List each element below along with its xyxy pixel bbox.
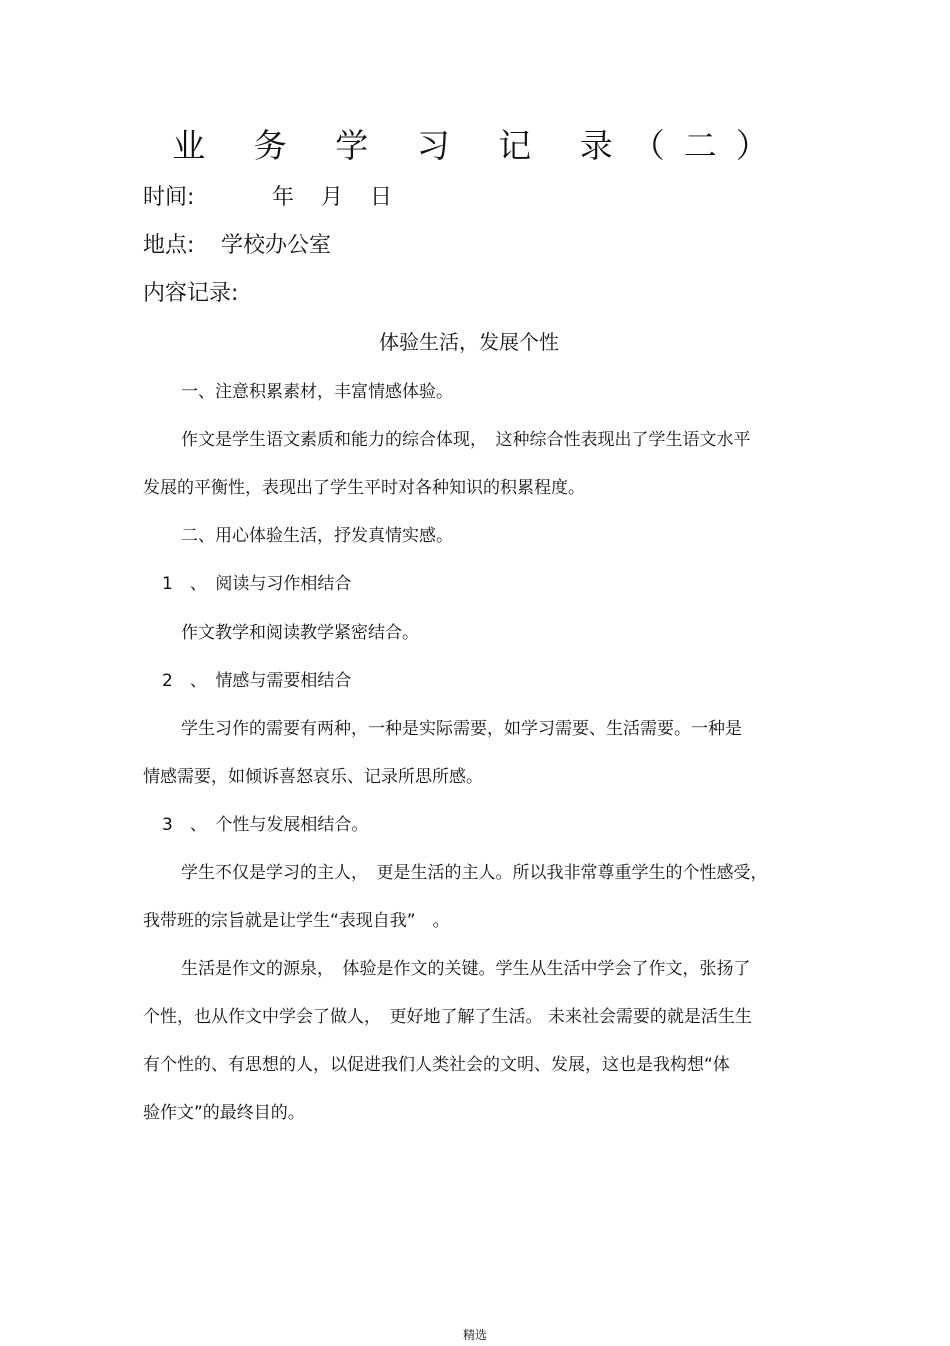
document-title: 业 务 学 习 记 录（二） (172, 126, 788, 165)
paragraph-line: 发展的平衡性，表现出了学生平时对各种知识的积累程度。 (143, 478, 585, 498)
paragraph-line: 有个性的、有思想的人，以促进我们人类社会的文明、发展，这也是我构想“体 (143, 1055, 730, 1075)
place-label: 地点: (143, 233, 195, 258)
paragraph-line: 生活是作文的源泉， 体验是作文的关键。学生从生活中学会了作文，张扬了 (181, 959, 751, 979)
footer-label: 精选 (462, 1328, 487, 1342)
subsection-heading-3: 3 、 个性与发展相结合。 (162, 815, 369, 835)
subsection-heading-2: 2 、 情感与需要相结合 (162, 671, 352, 691)
article-subtitle: 体验生活，发展个性 (379, 330, 559, 354)
paragraph-line: 作文教学和阅读教学紧密结合。 (181, 623, 419, 643)
paragraph-line: 我带班的宗旨就是让学生“表现自我” 。 (143, 911, 450, 931)
paragraph-line: 学生不仅是学习的主人， 更是生活的主人。所以我非常尊重学生的个性感受， (181, 863, 768, 883)
paragraph-line: 情感需要，如倾诉喜怒哀乐、记录所思所感。 (143, 767, 483, 787)
time-label: 时间: (143, 185, 195, 210)
section-heading-2: 二、用心体验生活，抒发真情实感。 (181, 526, 453, 546)
paragraph-line: 个性，也从作文中学会了做人， 更好地了解了生活。 未来社会需要的就是活生生 (143, 1007, 752, 1027)
date-field: 年 月 日 (272, 185, 392, 210)
paragraph-line: 验作文”的最终目的。 (143, 1103, 305, 1123)
subsection-heading-1: 1 、 阅读与习作相结合 (162, 574, 352, 594)
paragraph-line: 学生习作的需要有两种，一种是实际需要，如学习需要、生活需要。一种是 (181, 719, 742, 739)
paragraph-line: 作文是学生语文素质和能力的综合体现， 这种综合性表现出了学生语文水平 (181, 430, 751, 450)
section-heading-1: 一、注意积累素材，丰富情感体验。 (181, 382, 453, 402)
place-value: 学校办公室 (221, 233, 332, 258)
content-label: 内容记录: (143, 281, 239, 306)
